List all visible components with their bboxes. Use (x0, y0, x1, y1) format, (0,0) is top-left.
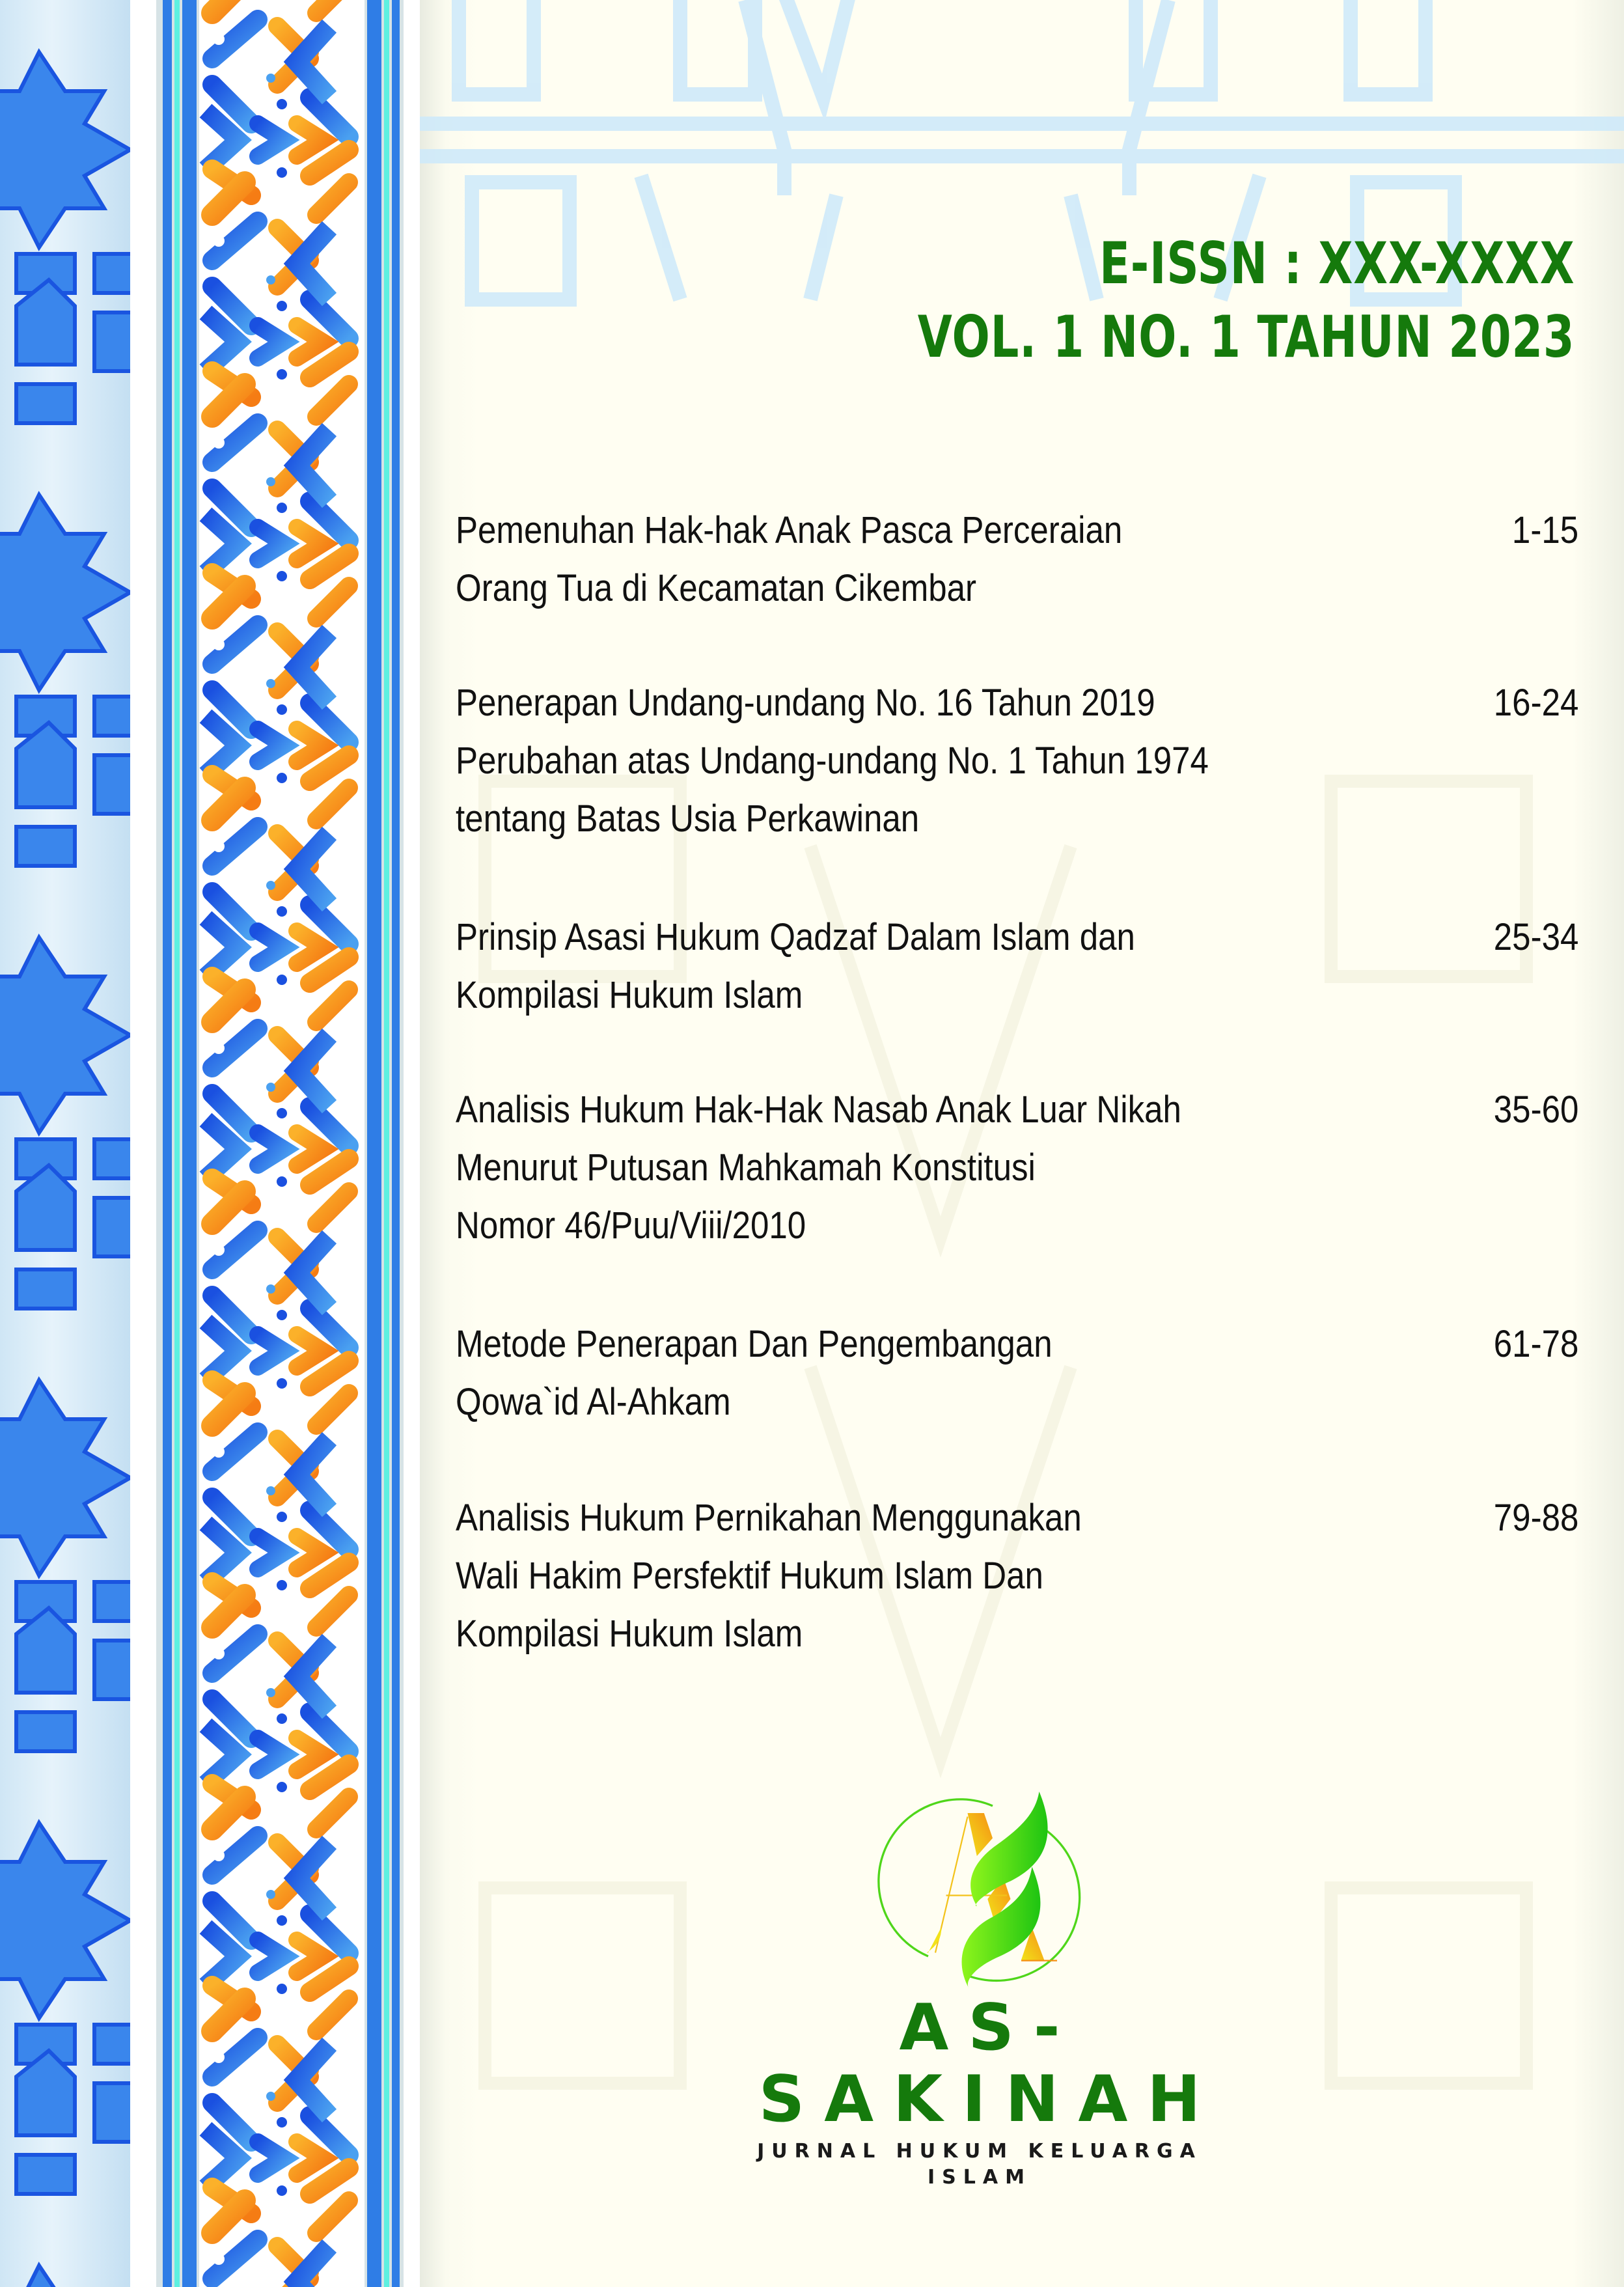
toc-page-range: 79-88 (1493, 1497, 1578, 1539)
toc-page-range: 25-34 (1493, 916, 1578, 958)
journal-tagline: JURNAL HUKUM KELUARGA ISLAM (757, 2140, 1202, 2189)
toc-title-line: Pemenuhan Hak-hak Anak Pasca Perceraian (456, 509, 1123, 551)
toc-title-line: Nomor 46/Puu/Viii/2010 (456, 1204, 806, 1247)
toc-entry[interactable] (456, 1081, 1578, 1254)
toc-page-range: 61-78 (1493, 1323, 1578, 1365)
toc-title-line: Orang Tua di Kecamatan Cikembar (456, 567, 977, 609)
logo-mark (840, 1777, 1146, 1992)
issn-label: E-ISSN : XXX-XXXX (1099, 230, 1575, 297)
toc-page-range: 1-15 (1511, 509, 1578, 551)
journal-brand (706, 1992, 1253, 2191)
toc-title-line: Metode Penerapan Dan Pengembangan (456, 1323, 1053, 1365)
toc-title-line: Penerapan Undang-undang No. 16 Tahun 2019 (456, 682, 1155, 724)
volume-label: VOL. 1 NO. 1 TAHUN 2023 (917, 303, 1575, 370)
toc-title-line: Perubahan atas Undang-undang No. 1 Tahun 1974 (456, 740, 1209, 782)
toc-title-line: Analisis Hukum Hak-Hak Nasab Anak Luar Nikah (456, 1088, 1181, 1131)
toc-entry[interactable] (456, 501, 1578, 617)
toc-title-line: Kompilasi Hukum Islam (456, 974, 803, 1016)
toc-entry[interactable] (456, 1489, 1578, 1663)
toc-title-line: Menurut Putusan Mahkamah Konstitusi (456, 1146, 1036, 1189)
toc-entry[interactable] (456, 908, 1578, 1024)
toc-page-range: 16-24 (1493, 682, 1578, 724)
toc-title-line: Wali Hakim Persfektif Hukum Islam Dan (456, 1555, 1043, 1597)
journal-name: AS-SAKINAH (758, 1991, 1220, 2137)
toc-title-line: tentang Batas Usia Perkawinan (456, 797, 920, 840)
toc-title-line: Analisis Hukum Pernikahan Menggunakan (456, 1497, 1082, 1539)
toc-entry[interactable] (456, 674, 1578, 848)
toc-title-line: Prinsip Asasi Hukum Qadzaf Dalam Islam dan (456, 916, 1135, 958)
toc-title-line: Kompilasi Hukum Islam (456, 1613, 803, 1655)
toc-entry[interactable] (456, 1315, 1578, 1431)
toc-title-line: Qowa`id Al-Ahkam (456, 1381, 731, 1423)
toc-page-range: 35-60 (1493, 1088, 1578, 1131)
